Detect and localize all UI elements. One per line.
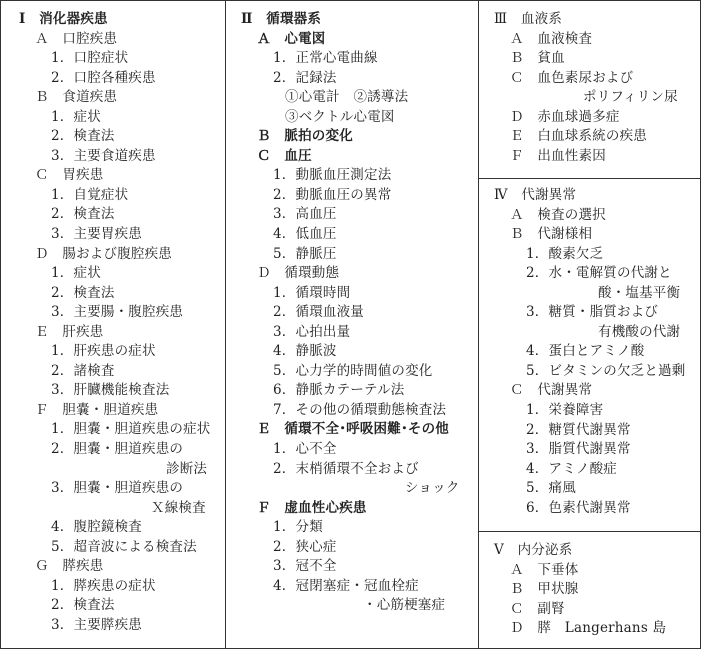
subsection-heading: Ａ 口腔疾患: [35, 30, 118, 47]
list-item: 3．冠不全: [273, 558, 337, 575]
subsection-heading: Ｂ 甲状腺: [510, 581, 579, 598]
list-item: 4．静脈波: [273, 343, 337, 360]
list-item: 2．検査法: [51, 128, 115, 145]
list-item: 5．痛風: [526, 480, 576, 497]
list-item: 2．検査法: [51, 284, 115, 301]
subsection-heading: Ｃ 副腎: [510, 600, 565, 617]
subsection-heading: Ｅ 肝疾患: [35, 323, 104, 340]
list-item: 1．口腔症状: [51, 50, 129, 67]
column-digestive: [1, 1, 226, 648]
section-metabolism: [478, 178, 700, 532]
list-item: 3．主要膵疾患: [51, 616, 142, 633]
list-item: 5．超音波による検査法: [51, 538, 197, 555]
section-heading: Ⅳ 代謝異常: [494, 187, 577, 203]
subsection-heading: Ｅ 白血球系統の疾患: [510, 128, 647, 145]
list-item: 2．記録法: [273, 69, 337, 86]
section-blood: [478, 1, 700, 179]
subsection-heading: Ｆ 虚血性心疾患: [257, 499, 367, 516]
list-item: 2．胆嚢・胆道疾患の: [51, 441, 184, 458]
subsection-heading: Ｂ 食道疾患: [35, 89, 118, 106]
list-item: 1．循環時間: [273, 284, 351, 301]
column-blood-metabolism-endocrine: [478, 1, 700, 648]
list-item: 1．症状: [51, 108, 101, 125]
line-list: [478, 10, 700, 166]
line-list: [478, 541, 700, 639]
line-list: [1, 10, 225, 636]
section-heading: Ⅲ 血液系: [494, 11, 563, 27]
list-item: Ｘ線検査: [151, 499, 206, 516]
list-item: 2．末梢循環不全および: [273, 460, 419, 477]
list-item: ③ベクトル心電図: [285, 108, 395, 125]
subsection-heading: Ｇ 膵疾患: [35, 558, 104, 575]
line-list: [225, 10, 478, 616]
list-item: 5．静脈圧: [273, 245, 337, 262]
subsection-heading: Ｃ 血色素尿および: [510, 69, 634, 86]
subsection-heading: Ｄ 膵 Langerhans 島: [510, 620, 667, 637]
subsection-heading: Ｃ 血圧: [257, 147, 312, 164]
list-item: 1．分類: [273, 519, 323, 536]
list-item: ①心電計 ②誘導法: [285, 89, 409, 106]
list-item: 3．高血圧: [273, 206, 337, 223]
subsection-heading: Ｄ 赤血球過多症: [510, 108, 620, 125]
subsection-heading: Ｆ 出血性素因: [510, 147, 606, 164]
list-item: 6．色素代謝異常: [526, 499, 631, 516]
list-item: 1．酸素欠乏: [526, 245, 604, 262]
list-item: 3．主要腸・腹腔疾患: [51, 304, 184, 321]
subsection-heading: Ｄ 腸および腹腔疾患: [35, 245, 172, 262]
subsection-heading: Ｄ 循環動態: [257, 265, 340, 282]
list-item: 2．循環血液量: [273, 304, 364, 321]
section-heading: Ⅴ 内分泌系: [494, 542, 573, 558]
list-item: ショック: [405, 480, 460, 497]
subsection-heading: Ｂ 代謝様相: [510, 226, 593, 243]
list-item: 4．腹腔鏡検査: [51, 519, 142, 536]
list-item: 5．心力学的時間値の変化: [273, 362, 433, 379]
subsection-heading: Ｂ 脈拍の変化: [257, 128, 353, 145]
list-item: 3．主要胃疾患: [51, 226, 142, 243]
list-item: 2．糖質代謝異常: [526, 421, 631, 438]
list-item: 7．その他の循環動態検査法: [273, 401, 447, 418]
subsection-heading: Ａ 下垂体: [510, 561, 579, 578]
list-item: 2．動脈血圧の異常: [273, 186, 392, 203]
list-item: 3．脂質代謝異常: [526, 441, 631, 458]
list-item: 2．検査法: [51, 206, 115, 223]
subsection-heading: Ｃ 代謝異常: [510, 382, 593, 399]
list-item: 2．水・電解質の代謝と: [526, 265, 672, 282]
list-item: 1．胆嚢・胆道疾患の症状: [51, 421, 211, 438]
list-item: 2．狭心症: [273, 538, 337, 555]
list-item: 3．糖質・脂質および: [526, 304, 659, 321]
list-item: ポリフィリン尿: [583, 89, 678, 106]
list-item: 3．胆嚢・胆道疾患の: [51, 480, 184, 497]
list-item: 4．蛋白とアミノ酸: [526, 343, 645, 360]
list-item: 5．ビタミンの欠乏と過剰: [526, 362, 686, 379]
list-item: 2．諸検査: [51, 362, 115, 379]
list-item: 診断法: [166, 460, 208, 477]
section-endocrine: [478, 531, 700, 648]
subsection-heading: Ａ 検査の選択: [510, 206, 606, 223]
section-heading: Ⅰ 消化器疾患: [19, 11, 108, 27]
line-list: [478, 186, 700, 518]
list-item: 1．栄養障害: [526, 402, 604, 419]
list-item: 1．膵疾患の症状: [51, 577, 156, 594]
subsection-heading: Ｃ 胃疾患: [35, 167, 104, 184]
list-item: 3．肝臓機能検査法: [51, 382, 170, 399]
subsection-heading: Ａ 心電図: [257, 30, 326, 47]
subsection-heading: Ｅ 循環不全･呼吸困難･その他: [257, 421, 449, 438]
list-item: 有機酸の代謝: [598, 323, 681, 340]
list-item: 4．アミノ酸症: [526, 460, 617, 477]
list-item: 1．肝疾患の症状: [51, 343, 156, 360]
list-item: ・心筋梗塞症: [363, 597, 446, 614]
list-item: 1．動脈血圧測定法: [273, 167, 392, 184]
list-item: 4．冠閉塞症・冠血栓症: [273, 577, 419, 594]
subsection-heading: Ｆ 胆嚢・胆道疾患: [35, 401, 159, 418]
list-item: 4．低血圧: [273, 226, 337, 243]
subsection-heading: Ａ 血液検査: [510, 30, 593, 47]
column-circulatory: [225, 1, 479, 648]
list-item: 3．主要食道疾患: [51, 147, 156, 164]
list-item: 1．心不全: [273, 441, 337, 458]
list-item: 2．口腔各種疾患: [51, 69, 156, 86]
list-item: 1．正常心電曲線: [273, 50, 378, 67]
list-item: 6．静脈カテーテル法: [273, 382, 405, 399]
list-item: 2．検査法: [51, 597, 115, 614]
list-item: 1．自覚症状: [51, 186, 129, 203]
subsection-heading: Ｂ 貧血: [510, 50, 565, 67]
list-item: 酸・塩基平衡: [598, 284, 681, 301]
list-item: 1．症状: [51, 265, 101, 282]
list-item: 3．心拍出量: [273, 323, 351, 340]
section-heading: Ⅱ 循環器系: [241, 11, 322, 27]
